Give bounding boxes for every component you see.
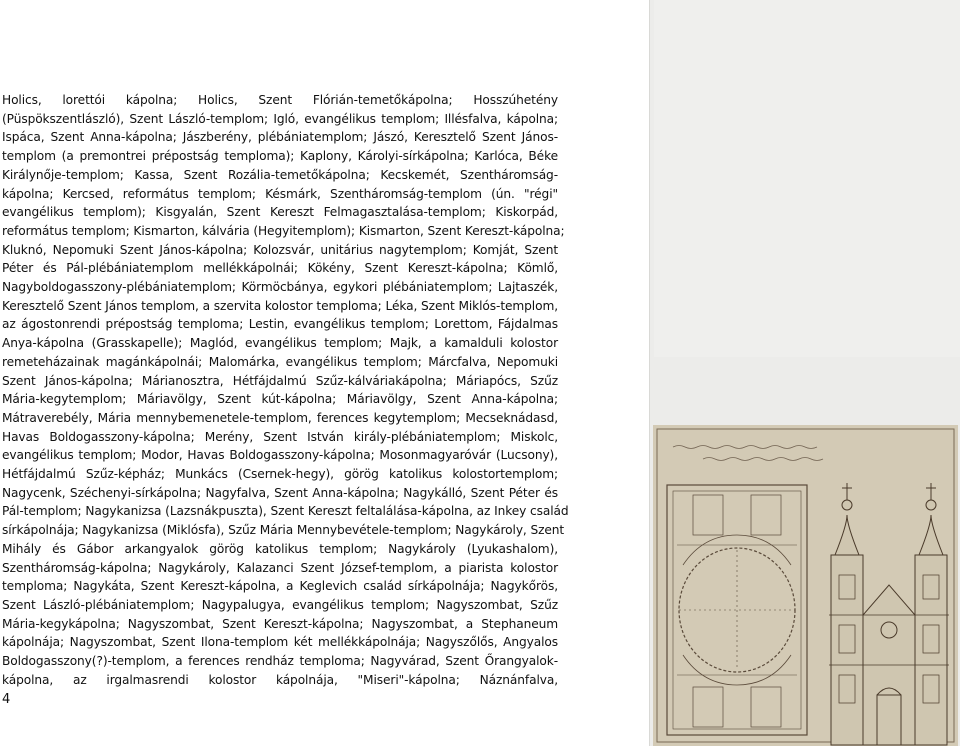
text-line: Mihály és Gábor arkangyalok görög katolikus templom; Nagykároly (Lyukashalom), <box>2 541 558 556</box>
text-line: Hétfájdalmú Szűz-képház; Munkács (Csernek-hegy), görög katolikus kolostortemplom; <box>2 467 558 482</box>
text-line: református templom; Kismarton, kálvária (Hegyitemplom); Kismarton, Szent Kereszt-kápolna; <box>2 223 565 238</box>
side-panel <box>649 0 960 746</box>
text-line: az ágostonrendi prépostság temploma; Lestin, evangélikus templom; Lorettom, Fájdalmas <box>2 317 558 332</box>
church-facade-plan-drawing-icon <box>653 425 958 746</box>
text-line: temploma; Nagykáta, Szent Kereszt-kápolna, a Keglevich család sírkápolnája; Nagykőrös, <box>2 579 558 594</box>
text-line: Havas Boldogasszony-kápolna; Merény, Szent István király-plébániatemplom; Miskolc, <box>2 429 558 444</box>
blank-panel-area <box>654 0 960 357</box>
text-line: Szent János-kápolna; Márianosztra, Hétfájdalmú Szűz-kálváriakápolna; Máriapócs, Szűz <box>2 373 558 388</box>
text-line: Nagycenk, Széchenyi-sírkápolna; Nagyfalva, Szent Anna-kápolna; Nagykálló, Szent Péter és <box>2 485 558 500</box>
body-text <box>2 91 569 690</box>
text-line: Nagyboldogasszony-plébániatemplom; Körmöcbánya, egykori plébániatemplom; Lajtaszék, <box>2 280 558 295</box>
text-line: kápolnája; Nagyszombat, Szent Ilona-templom két mellékkápolnája; Nagyszőlős, Angyalos <box>2 635 558 650</box>
text-line: remeteházainak magánkápolnái; Malomárka, evangélikus templom; Márcfalva, Nepomuki <box>2 354 558 369</box>
text-line: Keresztelő Szent János templom, a szervita kolostor temploma; Léka, Szent Miklós-templom, <box>2 298 558 313</box>
text-line: sírkápolnája; Nagykanizsa (Miklósfa), Szűz Mária Mennybevétele-templom; Nagykároly, Szent <box>2 523 565 538</box>
text-line: Mária-kegykápolna; Nagyszombat, Szent Kereszt-kápolna; Nagyszombat, a Stephaneum <box>2 616 558 631</box>
text-line: kápolna; Kercsed, református templom; Késmárk, Szentháromság-templom (ún. "régi" <box>2 186 558 201</box>
text-line: Pál-templom; Nagykanizsa (Lazsnákpuszta), Szent Kereszt feltalálása-kápolna, az Inkey család <box>2 504 569 519</box>
text-line: Ispáca, Szent Anna-kápolna; Jászberény, plébániatemplom; Jászó, Keresztelő Szent János- <box>2 130 558 145</box>
text-line: (Püspökszentlászló), Szent László-templom; Igló, evangélikus templom; Illésfalva, kápolna; <box>2 111 558 126</box>
text-line: Szent László-plébániatemplom; Nagypalugya, evangélikus templom; Nagyszombat, Szűz <box>2 597 558 612</box>
text-line: Királynője-templom; Kassa, Szent Rozália-temetőkápolna; Kecskemét, Szentháromság- <box>2 167 558 182</box>
page-number: 4 <box>2 692 11 707</box>
text-line: Szentháromság-kápolna; Nagykároly, Kalazanci Szent József-templom, a piarista kolostor <box>2 560 558 575</box>
text-line: kápolna, az irgalmasrendi kolostor kápolnája, "Miseri"-kápolna; Náznánfalva, <box>2 672 558 687</box>
text-line: Péter és Pál-plébániatemplom mellékkápolnái; Kökény, Szent Kereszt-kápolna; Kömlő, <box>2 261 558 276</box>
text-line: templom (a premontrei prépostság temploma); Kaplony, Károlyi-sírkápolna; Karlóca, Béke <box>2 149 558 164</box>
text-line: Boldogasszony(?)-templom, a ferences rendház temploma; Nagyvárad, Szent Őrangyalok- <box>2 654 558 669</box>
text-line: evangélikus templom); Kisgyalán, Szent Kereszt Felmagasztalása-templom; Kiskorpád, <box>2 205 558 220</box>
text-line: Holics, lorettói kápolna; Holics, Szent Flórián-temetőkápolna; Hosszúhetény <box>2 93 558 107</box>
text-line: Anya-kápolna (Grasskapelle); Maglód, evangélikus templom; Majk, a kamalduli kolostor <box>2 336 558 351</box>
text-line: Kluknó, Nepomuki Szent János-kápolna; Kolozsvár, unitárius nagytemplom; Komját, Szent <box>2 242 558 257</box>
text-line: evangélikus templom; Modor, Havas Boldogasszony-kápolna; Mosonmagyaróvár (Lucsony), <box>2 448 558 463</box>
text-line: Mátraverebély, Mária mennybemenetele-templom, ferences kegytemplom; Mecseknádasd, <box>2 410 558 425</box>
church-drawing-figure <box>653 425 958 746</box>
text-line: Mária-kegytemplom; Máriavölgy, Szent kút-kápolna; Máriavölgy, Szent Anna-kápolna; <box>2 392 558 407</box>
